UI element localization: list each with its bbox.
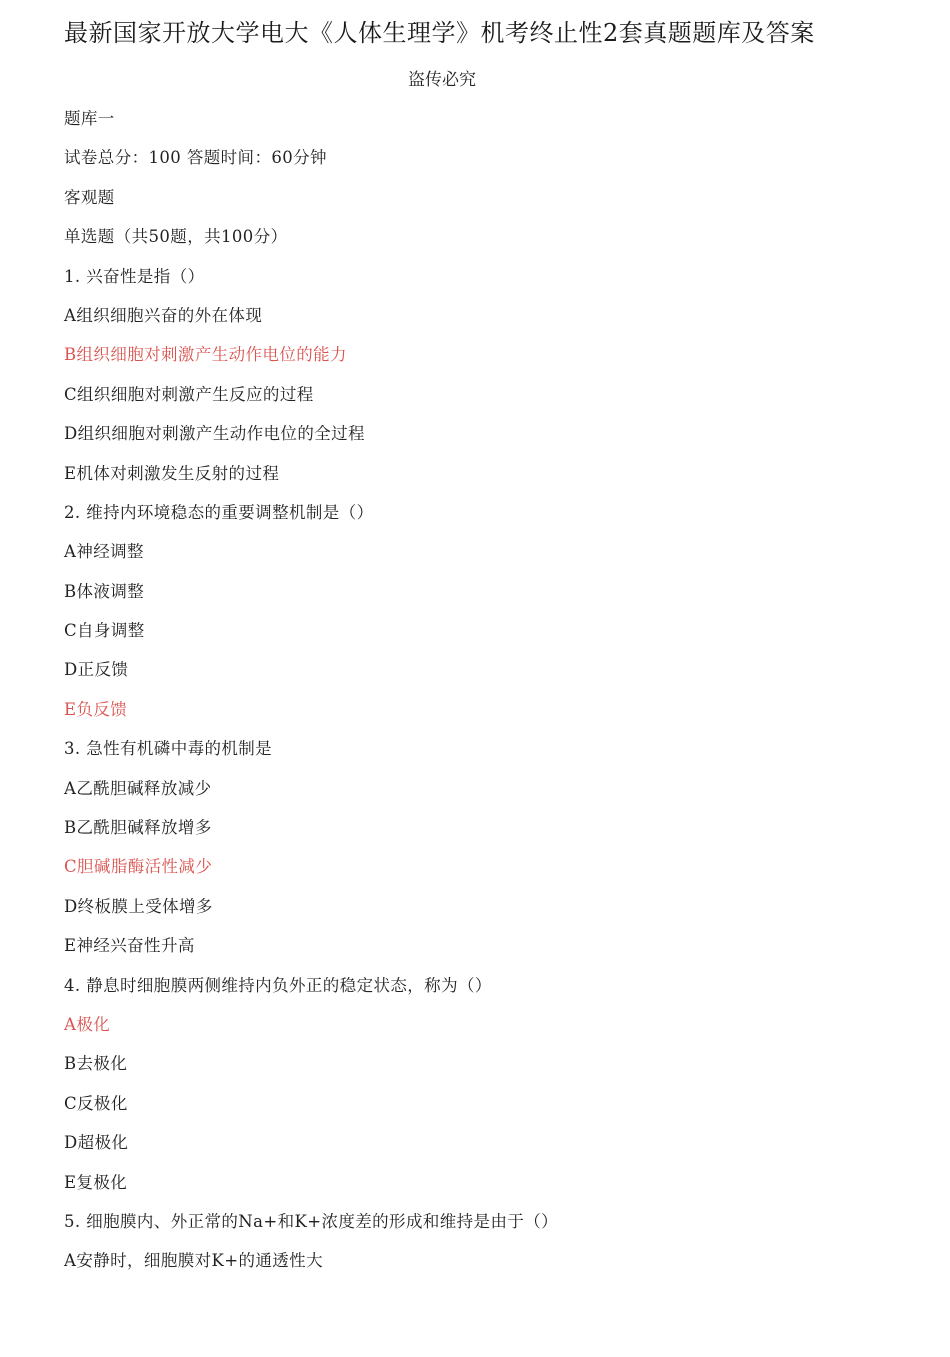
text-line: D终板膜上受体增多 [64, 896, 213, 916]
answer-line-correct: B组织细胞对刺激产生动作电位的能力 [64, 345, 347, 365]
text-line: D超极化 [64, 1133, 129, 1153]
text-line: C自身调整 [64, 621, 145, 641]
document-subtitle: 盗传必究 [408, 70, 476, 90]
text-line: 1. 兴奋性是指（） [64, 266, 205, 286]
text-line: A安静时，细胞膜对K+的通透性大 [64, 1251, 323, 1271]
text-line: C组织细胞对刺激产生反应的过程 [64, 384, 314, 404]
text-line: 试卷总分：100 答题时间：60分钟 [64, 148, 327, 168]
document-title: 最新国家开放大学电大《人体生理学》机考终止性2套真题题库及答案 [64, 19, 815, 47]
text-line: 单选题（共50题，共100分） [64, 227, 288, 247]
answer-line-correct: C胆碱脂酶活性减少 [64, 857, 213, 877]
text-line: A神经调整 [64, 542, 144, 562]
text-line: E复极化 [64, 1172, 128, 1192]
text-line: D正反馈 [64, 660, 129, 680]
text-line: B去极化 [64, 1054, 128, 1074]
text-line: 2. 维持内环境稳态的重要调整机制是（） [64, 502, 374, 522]
text-line: 4. 静息时细胞膜两侧维持内负外正的稳定状态，称为（） [64, 975, 492, 995]
text-line: A组织细胞兴奋的外在体现 [64, 305, 263, 325]
text-line: B乙酰胆碱释放增多 [64, 818, 212, 838]
text-line: E机体对刺激发生反射的过程 [64, 463, 280, 483]
answer-line-correct: A极化 [64, 1014, 111, 1034]
question-list [64, 106, 904, 1288]
text-line: D组织细胞对刺激产生动作电位的全过程 [64, 424, 365, 444]
text-line: 客观题 [64, 187, 115, 207]
text-line: B体液调整 [64, 581, 145, 601]
text-line: A乙酰胆碱释放减少 [64, 778, 212, 798]
text-line: E神经兴奋性升高 [64, 936, 195, 956]
answer-line-correct: E负反馈 [64, 699, 128, 719]
text-line: 题库一 [64, 109, 115, 128]
text-line: C反极化 [64, 1093, 128, 1113]
text-line: 5. 细胞膜内、外正常的Na+和K+浓度差的形成和维持是由于（） [64, 1211, 559, 1231]
text-line: 3. 急性有机磷中毒的机制是 [64, 739, 273, 759]
